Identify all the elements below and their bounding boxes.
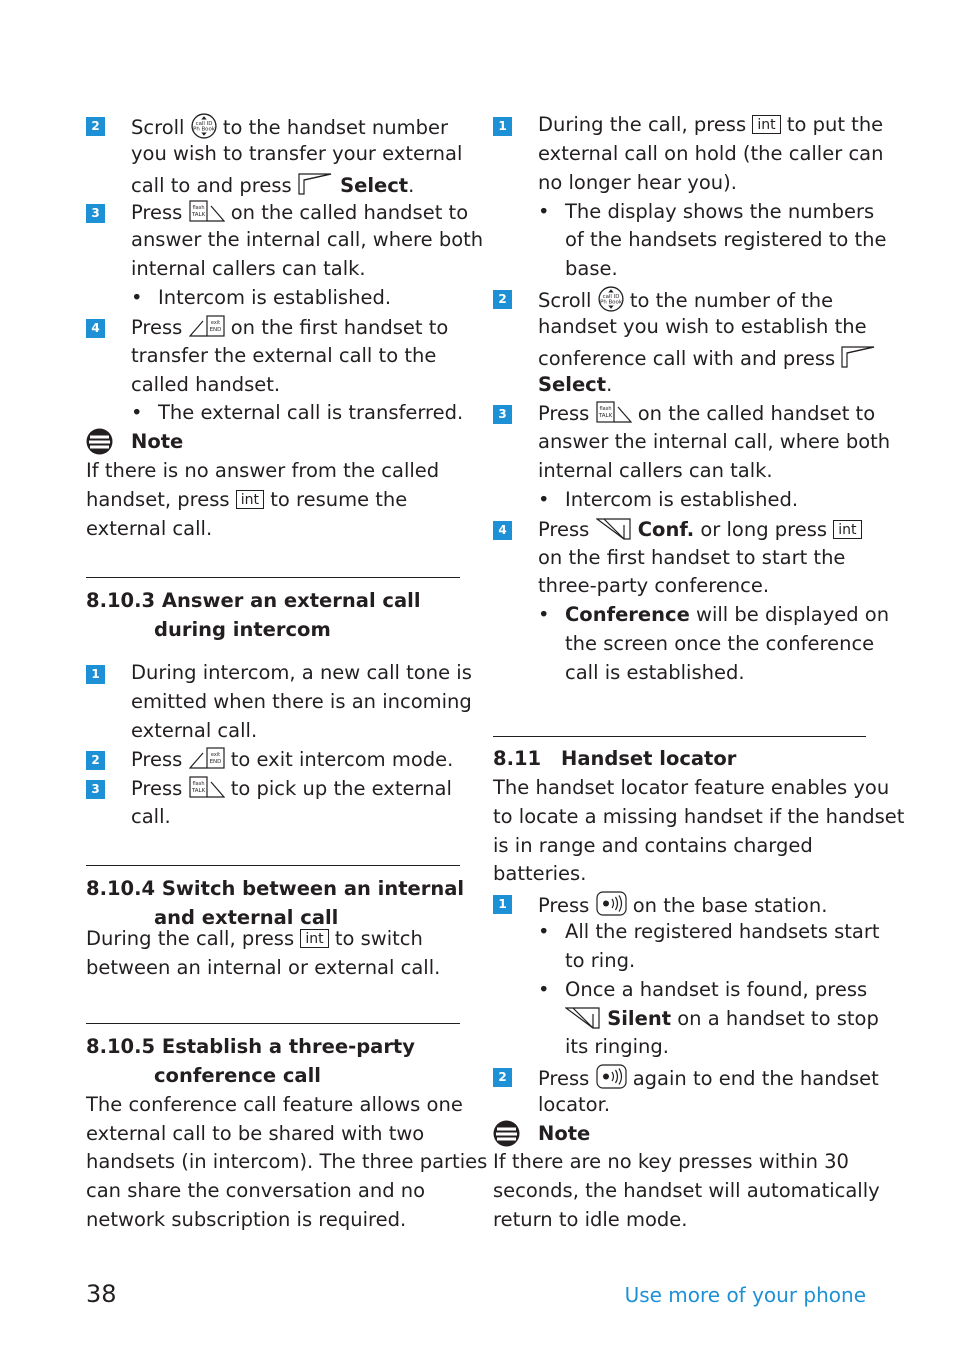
step-number: 3: [86, 780, 105, 799]
text-line: [131, 171, 414, 195]
paging-key-icon: [596, 891, 627, 917]
text: conference call with and press: [538, 347, 836, 370]
text: Select: [340, 174, 409, 197]
text-line: [131, 747, 453, 771]
text-line: external call on hold (the caller can: [538, 142, 884, 165]
text-line: locator.: [538, 1093, 611, 1116]
section-divider: [86, 577, 460, 578]
step-number: 4: [86, 319, 105, 338]
bullet-dot: •: [538, 978, 550, 1001]
bullet-text: of the handsets registered to the: [565, 228, 887, 251]
end-key-icon: [189, 747, 225, 771]
right-softkey-icon: [596, 517, 632, 541]
bullet-dot: •: [131, 401, 143, 424]
text-line: During intercom, a new call tone is: [131, 661, 472, 684]
text-line: handsets (in intercom). The three parties: [86, 1150, 488, 1173]
text: .: [606, 373, 613, 396]
talk-key-icon: [596, 401, 632, 425]
text-line: three-party conference.: [538, 574, 770, 597]
navigation-key-icon: [191, 113, 217, 139]
left-softkey-icon: [298, 171, 334, 197]
text-line: return to idle mode.: [493, 1208, 688, 1231]
step-number: 3: [86, 204, 105, 223]
text: to resume the: [270, 488, 408, 511]
paging-key-icon: [596, 1064, 627, 1090]
text: Scroll: [538, 289, 592, 312]
text-line: emitted when there is an incoming: [131, 690, 472, 713]
bullet-text: to ring.: [565, 949, 636, 972]
talk-key-icon: [189, 200, 225, 224]
text-line: [131, 315, 448, 339]
text-line: handset you wish to establish the: [538, 315, 867, 338]
step-number: 2: [86, 751, 105, 770]
text: Press: [538, 894, 590, 917]
text-line: [538, 373, 612, 397]
text-line: The handset locator feature enables you: [493, 776, 890, 799]
bullet-text: call is established.: [565, 661, 745, 684]
text-line: no longer hear you).: [538, 171, 737, 194]
text-line: [538, 891, 827, 915]
text-line: [538, 286, 833, 310]
text-line: [131, 113, 448, 137]
text-line: can share the conversation and no: [86, 1179, 426, 1202]
text-line: internal callers can talk.: [538, 459, 773, 482]
text: Press: [131, 777, 183, 800]
note-title: Note: [538, 1122, 591, 1145]
step-number: 4: [493, 521, 512, 540]
text: handset, press: [86, 488, 230, 511]
text: Press: [538, 1067, 590, 1090]
left-softkey-icon: [841, 344, 877, 370]
step-number: 3: [493, 405, 512, 424]
step-number: 2: [493, 290, 512, 309]
text-line: external call.: [131, 719, 258, 742]
text-line: [538, 517, 862, 541]
text: During the call, press: [86, 927, 295, 950]
text-line: [86, 488, 407, 512]
text: on the called handset to: [637, 402, 876, 425]
section-divider: [86, 865, 460, 866]
bullet-text: Once a handset is found, press: [565, 978, 868, 1001]
text: Press: [538, 518, 590, 541]
page-number: 38: [86, 1280, 117, 1308]
step-number: 2: [86, 117, 105, 136]
text: During the call, press: [538, 113, 747, 136]
section-divider: [493, 736, 866, 737]
bullet-dot: •: [538, 488, 550, 511]
text-line: called handset.: [131, 373, 281, 396]
section-number: 8.11: [493, 747, 542, 770]
section-heading: Handset locator: [561, 747, 737, 770]
text: Conf.: [637, 518, 695, 541]
text: on the base station.: [632, 894, 828, 917]
text-line: on the first handset to start the: [538, 546, 846, 569]
text: on the first handset to: [230, 316, 449, 339]
bullet-dot: •: [538, 603, 550, 626]
text-line: answer the internal call, where both: [538, 430, 891, 453]
text-line: [538, 401, 875, 425]
int-key-icon: int: [833, 520, 861, 539]
bullet-dot: •: [538, 200, 550, 223]
bullet-text: [565, 603, 889, 627]
text-line: network subscription is required.: [86, 1208, 407, 1231]
text-line: to locate a missing handset if the handset: [493, 805, 905, 828]
bullet-text: The display shows the numbers: [565, 200, 875, 223]
step-number: 1: [493, 895, 512, 914]
bullet-text: The external call is transferred.: [158, 401, 464, 424]
text: will be displayed on: [696, 603, 890, 626]
text: Scroll: [131, 116, 185, 139]
text-line: [131, 200, 468, 224]
text-line: If there is no answer from the called: [86, 459, 440, 482]
text-line: transfer the external call to the: [131, 344, 437, 367]
text-line: call.: [131, 805, 171, 828]
note-icon: [86, 428, 113, 455]
text: on a handset to stop: [677, 1007, 879, 1030]
text-line: internal callers can talk.: [131, 257, 366, 280]
text: on the called handset to: [230, 201, 469, 224]
step-number: 1: [493, 117, 512, 136]
text-line: batteries.: [493, 862, 587, 885]
text: to exit intercom mode.: [230, 748, 454, 771]
text: to put the: [786, 113, 884, 136]
section-heading-cont: and external call: [154, 906, 339, 929]
text-line: external call to be shared with two: [86, 1122, 425, 1145]
right-softkey-icon: [565, 1006, 601, 1030]
section-footer: Use more of your phone: [624, 1283, 866, 1307]
bullet-dot: •: [538, 920, 550, 943]
text: to the number of the: [629, 289, 834, 312]
int-key-icon: int: [752, 115, 780, 134]
text: Press: [131, 748, 183, 771]
text-line: [538, 344, 877, 368]
bullet-text: base.: [565, 257, 618, 280]
talk-key-icon: [189, 776, 225, 800]
text: Press: [131, 201, 183, 224]
section-divider: [86, 1023, 460, 1024]
note-icon: [493, 1120, 520, 1147]
bullet-text: the screen once the conference: [565, 632, 875, 655]
note-title: Note: [131, 430, 184, 453]
text-line: you wish to transfer your external: [131, 142, 463, 165]
bullet-text: All the registered handsets start: [565, 920, 880, 943]
text-line: is in range and contains charged: [493, 834, 813, 857]
text-line: The conference call feature allows one: [86, 1093, 463, 1116]
text: Select: [538, 373, 607, 396]
text-line: [86, 927, 423, 951]
section-heading-cont: during intercom: [154, 618, 331, 641]
text-line: external call.: [86, 517, 213, 540]
text: to pick up the external: [230, 777, 452, 800]
section-heading: 8.10.5 Establish a three-party: [86, 1035, 415, 1058]
text: again to end the handset: [632, 1067, 879, 1090]
int-key-icon: int: [300, 929, 328, 948]
text-line: [538, 1064, 879, 1088]
text: to switch: [334, 927, 423, 950]
bullet-text: its ringing.: [565, 1035, 669, 1058]
text-line: seconds, the handset will automatically: [493, 1179, 880, 1202]
text-line: between an internal or external call.: [86, 956, 441, 979]
step-number: 2: [493, 1068, 512, 1087]
text: .: [408, 174, 415, 197]
step-number: 1: [86, 665, 105, 684]
text-line: If there are no key presses within 30: [493, 1150, 849, 1173]
section-heading: 8.10.3 Answer an external call: [86, 589, 421, 612]
text: Silent: [607, 1007, 672, 1030]
text: to the handset number: [222, 116, 449, 139]
text: or long press: [700, 518, 828, 541]
text-line: [538, 113, 883, 137]
navigation-key-icon: [598, 286, 624, 312]
section-heading: 8.10.4 Switch between an internal: [86, 877, 465, 900]
bullet-text: Intercom is established.: [565, 488, 799, 511]
text-line: [131, 776, 452, 800]
text-line: answer the internal call, where both: [131, 228, 484, 251]
text: call to and press: [131, 174, 292, 197]
text: Press: [538, 402, 590, 425]
bullet-text: [565, 1006, 879, 1030]
end-key-icon: [189, 315, 225, 339]
text: Press: [131, 316, 183, 339]
bullet-text: Intercom is established.: [158, 286, 392, 309]
bullet-dot: •: [131, 286, 143, 309]
int-key-icon: int: [236, 490, 264, 509]
text: Conference: [565, 603, 690, 626]
section-heading-cont: conference call: [154, 1064, 321, 1087]
